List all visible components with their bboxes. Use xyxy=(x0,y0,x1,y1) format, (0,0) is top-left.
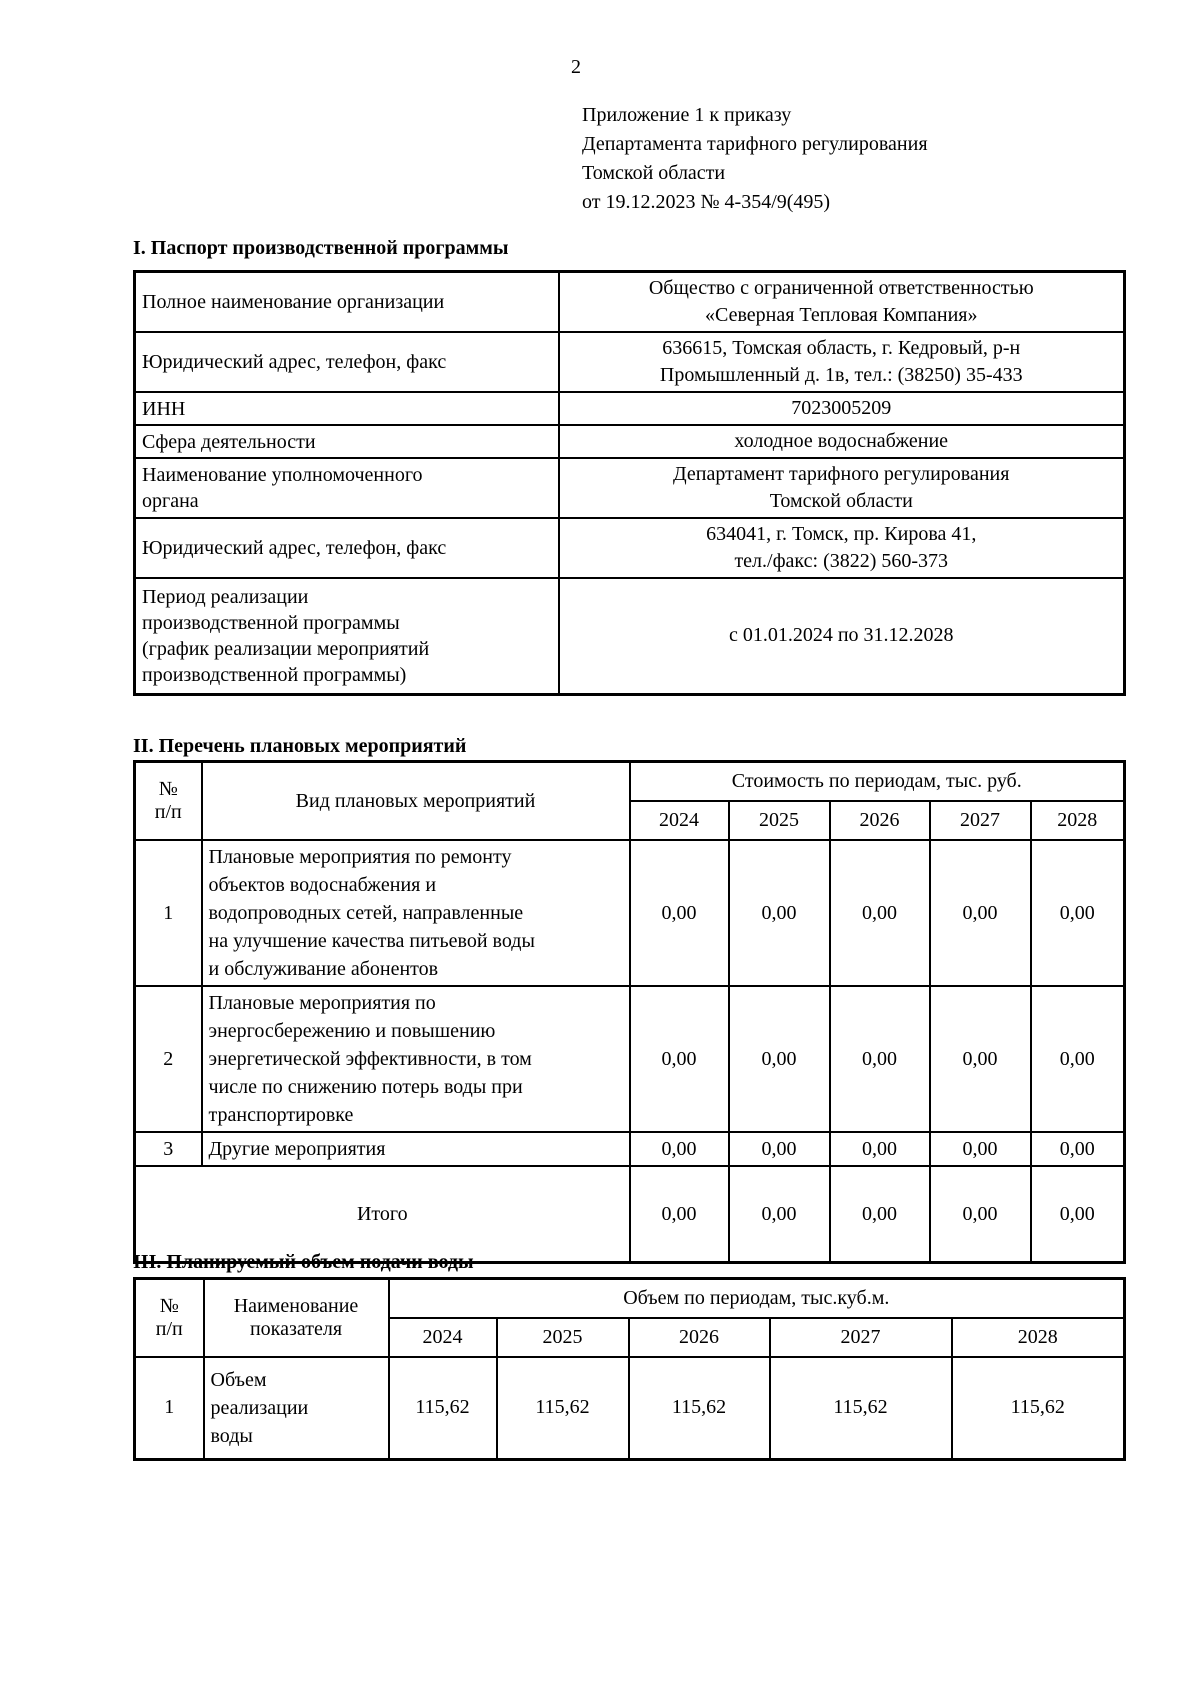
passport-row-label: Полное наименование организации xyxy=(135,272,559,333)
passport-row xyxy=(135,392,1125,425)
passport-row-value xyxy=(559,458,1125,518)
measure-row xyxy=(135,1132,1125,1166)
label-line: производственной программы xyxy=(142,611,400,634)
volume-value: 115,62 xyxy=(389,1357,497,1459)
measure-row xyxy=(135,840,1125,986)
measure-name xyxy=(202,840,630,986)
passport-row-label: Юридический адрес, телефон, факс xyxy=(135,518,559,578)
volume-table xyxy=(133,1277,1126,1461)
appendix-header xyxy=(582,101,928,217)
volume-row-name xyxy=(204,1357,389,1459)
label-line: органа xyxy=(142,490,199,512)
col-header-kind: Вид плановых мероприятий xyxy=(202,762,630,841)
appendix-header-line: Приложение 1 к приказу xyxy=(582,104,792,126)
name-line: энергетической эффективности, в том xyxy=(208,1048,532,1070)
volume-value: 115,62 xyxy=(770,1357,952,1459)
measures-table xyxy=(133,760,1126,1264)
measure-value: 0,00 xyxy=(729,840,830,986)
volume-value: 115,62 xyxy=(497,1357,629,1459)
measure-value: 0,00 xyxy=(729,986,830,1132)
passport-row-value: с 01.01.2024 по 31.12.2028 xyxy=(559,578,1125,694)
name-line: воды xyxy=(210,1424,253,1447)
measure-value: 0,00 xyxy=(930,986,1031,1132)
passport-row-label: Юридический адрес, телефон, факс xyxy=(135,332,559,392)
appendix-header-line: от 19.12.2023 № 4-354/9(495) xyxy=(582,191,831,213)
value-line: Промышленный д. 1в, тел.: (38250) 35-433 xyxy=(659,364,1023,386)
header-line: п/п xyxy=(154,801,182,823)
year-header: 2025 xyxy=(729,801,830,840)
measure-number: 3 xyxy=(135,1132,202,1166)
total-value: 0,00 xyxy=(729,1166,830,1263)
passport-row-label: ИНН xyxy=(135,392,559,425)
year-header: 2026 xyxy=(830,801,930,840)
passport-row xyxy=(135,518,1125,578)
passport-row-label xyxy=(135,578,559,694)
name-line: энергосбережению и повышению xyxy=(208,1020,496,1042)
total-value: 0,00 xyxy=(930,1166,1031,1263)
passport-row xyxy=(135,272,1125,333)
volume-value: 115,62 xyxy=(952,1357,1125,1459)
passport-row-label xyxy=(135,458,559,518)
appendix-header-line: Департамента тарифного регулирования xyxy=(582,133,928,155)
measure-name: Другие мероприятия xyxy=(202,1132,630,1166)
name-line: Объем xyxy=(210,1368,267,1391)
measure-value: 0,00 xyxy=(630,986,729,1132)
measure-row xyxy=(135,986,1125,1132)
label-line: Наименование уполномоченного xyxy=(142,464,423,486)
header-line: п/п xyxy=(155,1318,183,1340)
label-line: (график реализации мероприятий xyxy=(142,637,430,660)
value-line: 636615, Томская область, г. Кедровый, р-н xyxy=(662,337,1021,359)
passport-row-label: Сфера деятельности xyxy=(135,425,559,458)
total-value: 0,00 xyxy=(1031,1166,1125,1263)
measure-value: 0,00 xyxy=(930,840,1031,986)
measure-value: 0,00 xyxy=(830,1132,930,1166)
measure-value: 0,00 xyxy=(1031,986,1125,1132)
name-line: числе по снижению потерь воды при xyxy=(208,1076,523,1098)
name-line: транспортировке xyxy=(208,1104,354,1126)
measure-value: 0,00 xyxy=(1031,840,1125,986)
passport-table xyxy=(133,270,1126,696)
header-line: № xyxy=(159,1295,179,1317)
passport-row-value xyxy=(559,272,1125,333)
year-header: 2024 xyxy=(389,1318,497,1357)
col-header-volume-group: Объем по периодам, тыс.куб.м. xyxy=(389,1279,1125,1319)
measure-name xyxy=(202,986,630,1132)
passport-row-value xyxy=(559,332,1125,392)
value-line: 634041, г. Томск, пр. Кирова 41, xyxy=(706,523,977,545)
measure-value: 0,00 xyxy=(630,840,729,986)
name-line: водопроводных сетей, направленные xyxy=(208,902,524,924)
volume-row xyxy=(135,1357,1125,1459)
col-header-indicator xyxy=(204,1279,389,1358)
page-number: 2 xyxy=(571,56,581,78)
name-line: и обслуживание абонентов xyxy=(208,958,439,980)
measure-value: 0,00 xyxy=(830,986,930,1132)
total-label: Итого xyxy=(135,1166,630,1263)
volume-row-number: 1 xyxy=(135,1357,204,1459)
total-value: 0,00 xyxy=(630,1166,729,1263)
measures-header-row xyxy=(135,762,1125,802)
passport-row xyxy=(135,578,1125,694)
col-header-num xyxy=(135,762,202,841)
name-line: реализации xyxy=(210,1396,309,1419)
measure-value: 0,00 xyxy=(830,840,930,986)
total-value: 0,00 xyxy=(830,1166,930,1263)
value-line: Томской области xyxy=(769,490,913,512)
value-line: «Северная Тепловая Компания» xyxy=(704,304,978,326)
year-header: 2027 xyxy=(770,1318,952,1357)
volume-value: 115,62 xyxy=(629,1357,770,1459)
name-line: Плановые мероприятия по xyxy=(208,992,436,1014)
year-header: 2025 xyxy=(497,1318,629,1357)
year-header: 2027 xyxy=(930,801,1031,840)
passport-row xyxy=(135,425,1125,458)
passport-row-value: холодное водоснабжение xyxy=(559,425,1125,458)
label-line: Период реализации xyxy=(142,585,309,608)
measure-value: 0,00 xyxy=(729,1132,830,1166)
value-line: Общество с ограниченной ответственностью xyxy=(648,277,1034,299)
measure-value: 0,00 xyxy=(1031,1132,1125,1166)
measure-number: 1 xyxy=(135,840,202,986)
passport-row xyxy=(135,458,1125,518)
year-header: 2026 xyxy=(629,1318,770,1357)
col-header-num xyxy=(135,1279,204,1358)
year-header: 2028 xyxy=(952,1318,1125,1357)
volume-header-row xyxy=(135,1279,1125,1319)
name-line: Плановые мероприятия по ремонту xyxy=(208,846,512,868)
header-line: Наименование xyxy=(233,1295,359,1317)
year-header: 2028 xyxy=(1031,801,1125,840)
name-line: объектов водоснабжения и xyxy=(208,874,437,896)
value-line: тел./факс: (3822) 560-373 xyxy=(734,550,949,572)
name-line: на улучшение качества питьевой воды xyxy=(208,930,535,952)
passport-row-value xyxy=(559,518,1125,578)
passport-row-value: 7023005209 xyxy=(559,392,1125,425)
measures-total-row xyxy=(135,1166,1125,1263)
measure-number: 2 xyxy=(135,986,202,1132)
measure-value: 0,00 xyxy=(630,1132,729,1166)
section3-title: III. Планируемый объем подачи воды xyxy=(133,1251,474,1273)
header-line: показателя xyxy=(249,1318,343,1340)
section1-title: I. Паспорт производственной программы xyxy=(133,237,509,259)
header-line: № xyxy=(158,778,178,800)
measure-value: 0,00 xyxy=(930,1132,1031,1166)
section2-title: II. Перечень плановых мероприятий xyxy=(133,735,467,757)
col-header-cost-group: Стоимость по периодам, тыс. руб. xyxy=(630,762,1125,802)
value-line: Департамент тарифного регулирования xyxy=(673,463,1010,485)
appendix-header-line: Томской области xyxy=(582,162,726,184)
label-line: производственной программы) xyxy=(142,663,407,686)
year-header: 2024 xyxy=(630,801,729,840)
passport-row xyxy=(135,332,1125,392)
